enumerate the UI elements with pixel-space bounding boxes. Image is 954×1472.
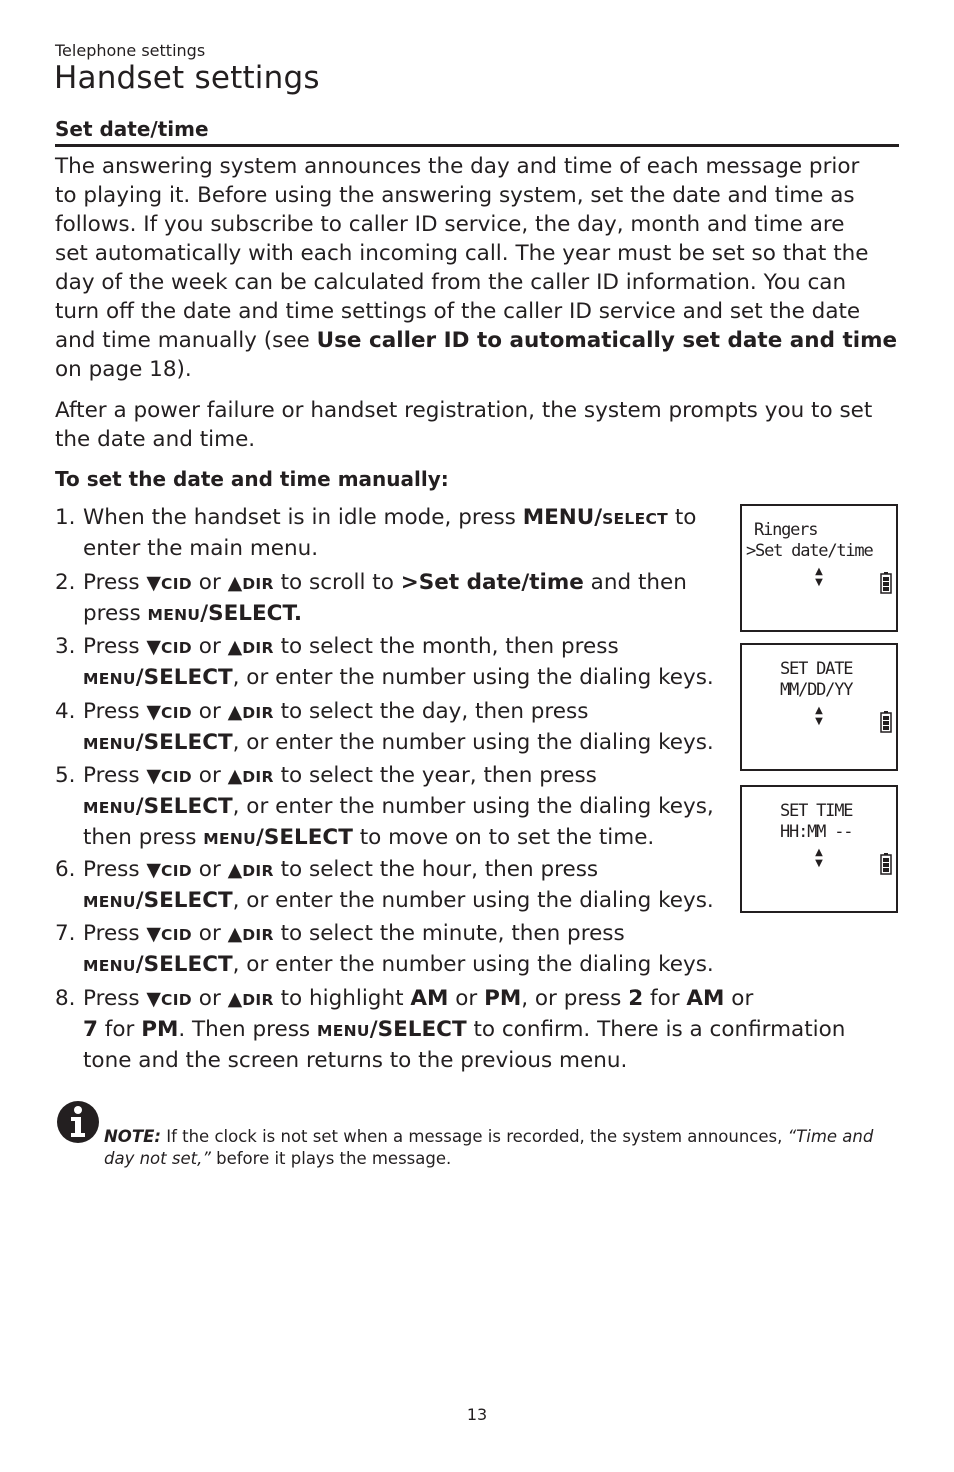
battery-icon	[880, 853, 892, 875]
menu-key: MENU/	[522, 505, 603, 530]
cid-key: CID	[161, 639, 192, 657]
step-text: Press	[83, 763, 147, 788]
up-down-arrows-icon: ▲ ▼	[815, 705, 823, 727]
step-text: Press	[83, 921, 147, 946]
cid-key: CID	[161, 575, 192, 593]
cid-key: CID	[161, 991, 192, 1009]
step-number: 2.	[55, 570, 76, 595]
up-down-arrows-icon: ▲ ▼	[815, 847, 823, 869]
dir-key: DIR	[242, 575, 274, 593]
select-key: /SELECT	[135, 665, 233, 690]
info-icon	[56, 1100, 100, 1144]
step-text: to select the hour, then press	[273, 857, 599, 882]
battery-icon	[880, 572, 892, 594]
menu-key: MENU	[203, 830, 257, 848]
step-text: or	[191, 634, 228, 659]
note-body: If the clock is not set when a message is recorded, the system announces,	[160, 1127, 788, 1146]
step-line: enter the main menu.	[83, 536, 319, 561]
step-text: to	[668, 505, 697, 530]
step-text: to select the year, then press	[273, 763, 597, 788]
note-line	[104, 1126, 904, 1148]
step-text: Press	[83, 986, 147, 1011]
intro-line	[55, 326, 905, 355]
down-arrow-icon: ▼	[146, 765, 162, 787]
intro-line: on page 18).	[55, 357, 192, 382]
step-text: or	[191, 570, 228, 595]
note-text	[104, 1126, 904, 1170]
menu-key: MENU	[83, 670, 136, 688]
intro-line: set automatically with each incoming call. The year must be set so that the	[55, 241, 869, 266]
select-key: /SELECT	[135, 794, 233, 819]
power-line: the date and time.	[55, 427, 256, 452]
up-arrow-icon: ▲	[227, 701, 243, 723]
lcd-screen-set-time	[740, 785, 898, 913]
step-text: or	[191, 921, 228, 946]
step-text: to highlight	[273, 986, 411, 1011]
section-label: Telephone settings	[55, 41, 206, 60]
step-text: or	[191, 857, 228, 882]
step-line	[83, 855, 723, 886]
step-line	[83, 503, 723, 534]
step-line	[83, 1015, 863, 1046]
step-line	[83, 663, 723, 694]
step-text: , or enter the number using the dialing keys.	[232, 730, 714, 755]
power-line: After a power failure or handset registration, the system prompts you to set	[55, 398, 873, 423]
step-number: 8.	[55, 986, 76, 1011]
dir-key: DIR	[242, 768, 274, 786]
dir-key: DIR	[242, 926, 274, 944]
step-number: 4.	[55, 699, 76, 724]
step-number: 3.	[55, 634, 76, 659]
down-arrow-icon: ▼	[146, 572, 162, 594]
down-arrow-icon: ▼	[146, 988, 162, 1010]
page-title: Handset settings	[54, 60, 320, 96]
step-text: , or enter the number using the dialing keys.	[232, 888, 714, 913]
dir-key: DIR	[242, 639, 274, 657]
step-text: to move on to set the time.	[352, 825, 655, 850]
step-line	[83, 886, 723, 917]
step-text: to scroll to	[273, 570, 401, 595]
step-text: to select the month, then press	[273, 634, 619, 659]
cid-key: CID	[161, 704, 192, 722]
down-arrow-icon: ▼	[146, 859, 162, 881]
step-line	[83, 761, 723, 792]
step-text: or	[191, 699, 228, 724]
step-text: to select the day, then press	[273, 699, 589, 724]
select-key: /SELECT	[256, 825, 353, 850]
step-text: Press	[83, 857, 147, 882]
select-key: /SELECT	[135, 730, 233, 755]
step-text: or	[191, 986, 228, 1011]
steps-heading: To set the date and time manually:	[55, 467, 449, 491]
intro-reference: Use caller ID to automatically set date and time	[316, 328, 898, 353]
dir-key: DIR	[242, 704, 274, 722]
step-number: 1.	[55, 505, 76, 530]
select-key: /SELECT.	[200, 601, 303, 626]
menu-key: MENU	[147, 606, 201, 624]
note-line	[104, 1148, 904, 1170]
step-text: Press	[83, 699, 147, 724]
intro-line: day of the week can be calculated from the caller ID information. You can	[55, 270, 847, 295]
down-arrow-icon: ▼	[146, 701, 162, 723]
select-key: /SELECT	[135, 952, 233, 977]
step-line	[83, 599, 723, 630]
step-number: 5.	[55, 763, 76, 788]
battery-icon	[880, 711, 892, 733]
step-text: , or enter the number using the dialing keys.	[232, 952, 714, 977]
step-text: for	[97, 1017, 142, 1042]
lcd-line: SET TIME	[780, 801, 853, 821]
up-down-arrows-icon: ▲ ▼	[815, 566, 823, 588]
up-arrow-icon: ▲	[227, 765, 243, 787]
up-arrow-icon: ▲	[227, 572, 243, 594]
up-arrow-icon: ▲	[227, 923, 243, 945]
step-line	[83, 792, 723, 823]
step-text: to confirm. There is a confirmation	[466, 1017, 846, 1042]
step-text: press	[83, 601, 148, 626]
key-2: 2	[628, 986, 644, 1011]
menu-key: MENU	[83, 893, 136, 911]
intro-line: to playing it. Before using the answering system, set the date and time as	[55, 183, 855, 208]
cid-key: CID	[161, 768, 192, 786]
step-text: Press	[83, 570, 147, 595]
intro-text: and time manually (see	[55, 328, 317, 353]
cid-key: CID	[161, 926, 192, 944]
select-key: /SELECT	[135, 888, 233, 913]
menu-key: MENU	[83, 735, 136, 753]
pm-option: PM	[141, 1017, 179, 1042]
step-text: , or press	[521, 986, 629, 1011]
dir-key: DIR	[242, 991, 274, 1009]
step-text: Press	[83, 634, 147, 659]
step-text: When the handset is in idle mode, press	[83, 505, 523, 530]
step-text: , or enter the number using the dialing keys.	[232, 665, 714, 690]
lcd-line: HH:MM --	[780, 822, 853, 842]
intro-paragraph	[55, 152, 905, 384]
note-body: before it plays the message.	[210, 1149, 452, 1168]
lcd-line: MM/DD/YY	[780, 680, 853, 700]
step-text: for	[643, 986, 687, 1011]
down-arrow-icon: ▼	[146, 636, 162, 658]
menu-option: >Set date/time	[400, 570, 584, 595]
step-line	[83, 728, 723, 759]
step-text: or	[191, 763, 228, 788]
am-option: AM	[686, 986, 725, 1011]
menu-key: MENU	[83, 957, 136, 975]
cid-key: CID	[161, 862, 192, 880]
up-arrow-icon: ▲	[227, 636, 243, 658]
dir-key: DIR	[242, 862, 274, 880]
lcd-line: >Set date/time	[746, 541, 873, 561]
lcd-screen-set-date	[740, 643, 898, 771]
step-line	[83, 919, 723, 950]
key-7: 7	[83, 1017, 98, 1042]
step-line	[83, 568, 723, 599]
intro-line: follows. If you subscribe to caller ID service, the day, month and time are	[55, 212, 845, 237]
note-quote: day not set,”	[104, 1149, 211, 1168]
step-text: . Then press	[178, 1017, 317, 1042]
up-arrow-icon: ▲	[227, 988, 243, 1010]
step-text: then press	[83, 825, 204, 850]
step-line	[83, 697, 723, 728]
page-number: 13	[466, 1405, 488, 1424]
step-line	[83, 950, 723, 981]
heading-rule	[55, 144, 899, 147]
note-label: NOTE:	[104, 1127, 161, 1146]
step-line	[83, 984, 863, 1015]
step-text: or	[724, 986, 754, 1011]
lcd-line: Ringers	[754, 520, 818, 540]
step-text: and then	[583, 570, 687, 595]
step-line	[83, 823, 723, 854]
menu-key: MENU	[316, 1022, 370, 1040]
down-arrow-icon: ▼	[146, 923, 162, 945]
subsection-heading: Set date/time	[55, 117, 209, 141]
select-key: SELECT	[602, 510, 669, 528]
lcd-line: SET DATE	[780, 659, 853, 679]
step-number: 7.	[55, 921, 76, 946]
intro-line: turn off the date and time settings of the caller ID service and set the date	[55, 299, 861, 324]
am-option: AM	[410, 986, 449, 1011]
step-line: tone and the screen returns to the previous menu.	[83, 1048, 628, 1073]
intro-line: The answering system announces the day and time of each message prior	[55, 154, 860, 179]
note-quote: “Time and	[787, 1127, 874, 1146]
step-text: , or enter the number using the dialing keys,	[232, 794, 714, 819]
step-text: to select the minute, then press	[273, 921, 625, 946]
pm-option: PM	[484, 986, 522, 1011]
up-arrow-icon: ▲	[227, 859, 243, 881]
select-key: /SELECT	[369, 1017, 467, 1042]
power-failure-paragraph	[55, 396, 895, 454]
lcd-screen-menu	[740, 504, 898, 632]
step-text: or	[448, 986, 485, 1011]
step-number: 6.	[55, 857, 76, 882]
menu-key: MENU	[83, 799, 136, 817]
step-line	[83, 632, 723, 663]
